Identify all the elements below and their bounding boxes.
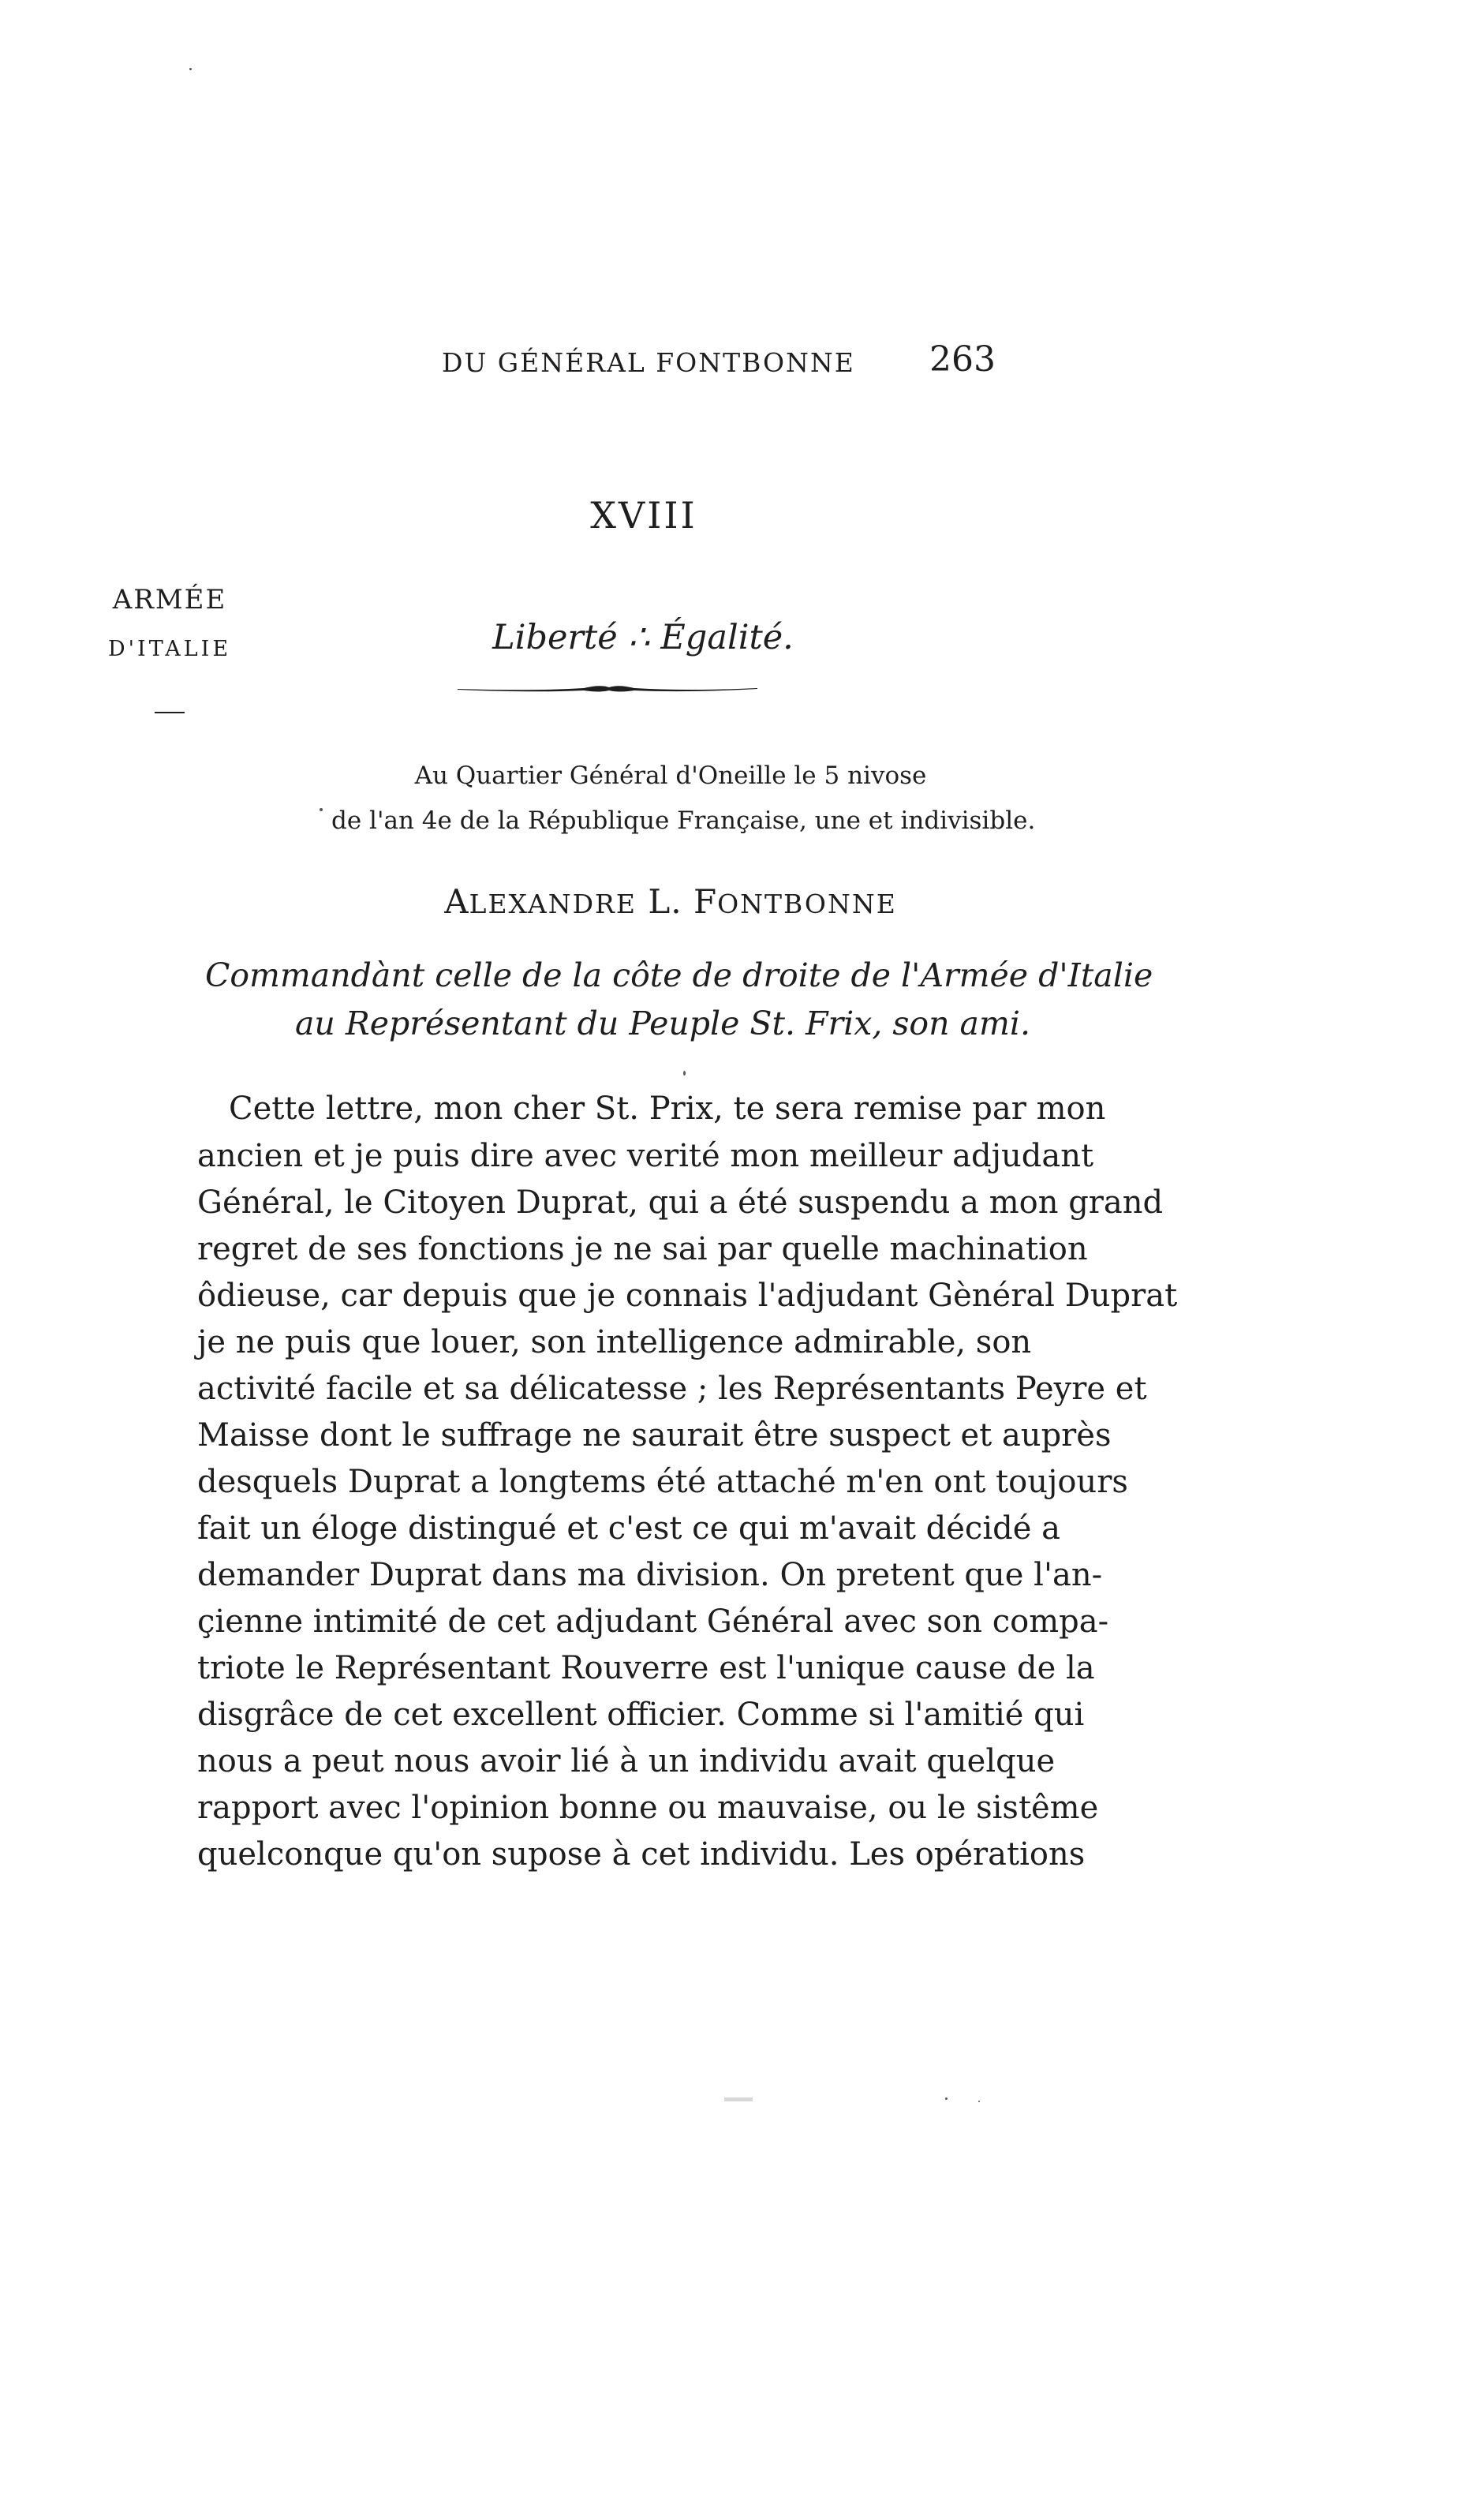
running-head: DU GÉNÉRAL FONTBONNE: [442, 347, 855, 378]
margin-note-army: ARMÉE: [112, 584, 227, 616]
body-line: Général, le Citoyen Duprat, qui a été suspendu a mon grand: [197, 1184, 1164, 1221]
ornament-rule: [458, 677, 757, 701]
subtitle-line-2: au Représentant du Peuple St. Frix, son ami.: [294, 1005, 1031, 1042]
author-last-rest: ONTBONNE: [717, 889, 897, 919]
ink-speck: [683, 1071, 686, 1076]
subtitle-line-1: Commandànt celle de la côte de droite de l'Armée d'Italie: [205, 956, 1153, 994]
motto: Liberté ∴ Égalité.: [492, 618, 794, 657]
body-line: demander Duprat dans ma division. On pretent que l'an-: [197, 1557, 1103, 1593]
author-last-initial: F: [693, 882, 718, 921]
body-line: fait un éloge distingué et c'est ce qui m'avait décidé a: [197, 1510, 1060, 1547]
faint-stain: [724, 2097, 753, 2101]
margin-note-italy: D'ITALIE: [107, 637, 232, 661]
body-line: disgrâce de cet excellent officier. Comme si l'amitié qui: [197, 1697, 1085, 1733]
author-first-rest: LEXANDRE: [469, 889, 637, 919]
ink-speck: [978, 2101, 980, 2102]
body-line: rapport avec l'opinion bonne ou mauvaise, ou le sistême: [197, 1790, 1099, 1826]
body-line: Cette lettre, mon cher St. Prix, te sera remise par mon: [229, 1091, 1106, 1127]
body-line: ancien et je puis dire avec verité mon meilleur adjudant: [197, 1138, 1094, 1174]
body-line: activité facile et sa délicatesse ; les Représentants Peyre et: [197, 1371, 1147, 1407]
body-line: triote le Représentant Rouverre est l'unique cause de la: [197, 1650, 1095, 1686]
body-line: çienne intimité de cet adjudant Général avec son compa-: [197, 1603, 1109, 1640]
body-line: ôdieuse, car depuis que je connais l'adjudant Gènéral Duprat: [197, 1278, 1178, 1314]
place-date-line-2: de l'an 4e de la République Française, une et indivisible.: [331, 806, 1036, 835]
body-line: quelconque qu'on supose à cet individu. Les opérations: [197, 1836, 1086, 1873]
chapter-number: XVIII: [590, 494, 697, 537]
place-date-line-1: Au Quartier Général d'Oneille le 5 nivose: [414, 761, 927, 790]
author-name: [316, 882, 1026, 921]
body-line: je ne puis que louer, son intelligence admirable, son: [197, 1324, 1032, 1360]
body-line: Maisse dont le suffrage ne saurait être suspect et auprès: [197, 1417, 1112, 1454]
ink-speck: [189, 68, 192, 70]
author-first-initial: A: [444, 882, 469, 921]
body-line: desquels Duprat a longtems été attaché m'en ont toujours: [197, 1464, 1128, 1500]
margin-dash-divider: [155, 712, 185, 713]
ink-speck: [945, 2097, 948, 2100]
author-middle-initial: L.: [648, 882, 682, 921]
page-number: 263: [929, 339, 996, 380]
body-line: regret de ses fonctions je ne sai par quelle machination: [197, 1231, 1088, 1267]
body-line: nous a peut nous avoir lié à un individu avait quelque: [197, 1743, 1056, 1779]
ink-speck: [320, 808, 323, 811]
